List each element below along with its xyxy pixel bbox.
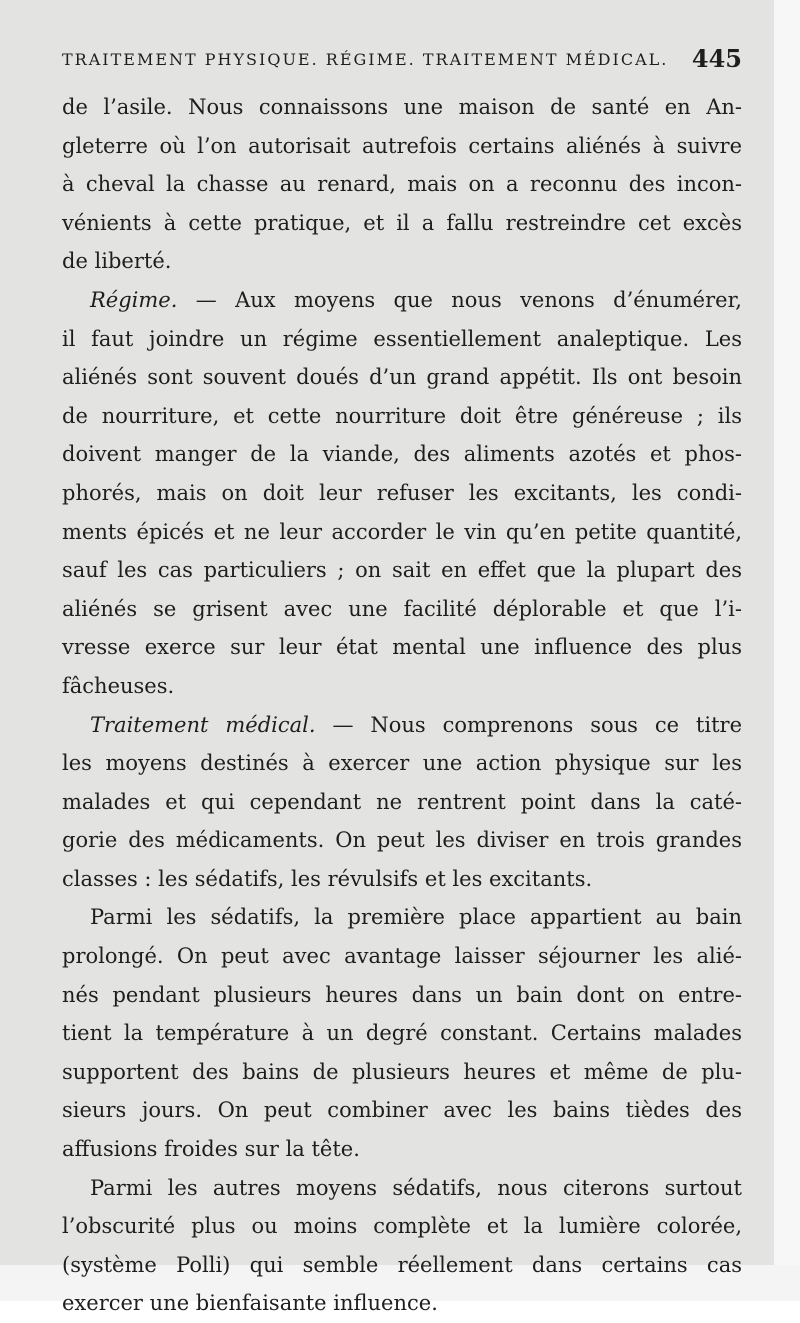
text-line: à cheval la chasse au renard, mais on a reconnu des incon-: [62, 172, 742, 197]
text-line: exercer une bienfaisante influence.: [62, 1291, 438, 1316]
text-line: supportent des bains de plusieurs heures et même de plu-: [62, 1059, 742, 1084]
text-run: — Nous comprenons sous ce titre: [315, 712, 742, 737]
text-line: gorie des médicaments. On peut les diviser en trois grandes: [62, 828, 742, 853]
text-line: ments épicés et ne leur accorder le vin qu’en petite quantité,: [62, 519, 742, 544]
text-line: prolongé. On peut avec avantage laisser séjourner les alié-: [62, 944, 742, 969]
text-line: nés pendant plusieurs heures dans un bain dont on entre-: [62, 982, 742, 1007]
text-line: sieurs jours. On peut combiner avec les bains tièdes des: [62, 1098, 742, 1123]
page-edge-right: [774, 0, 800, 1301]
text-line: classes : les sédatifs, les révulsifs et les excitants.: [62, 866, 593, 891]
page-header: [62, 44, 742, 74]
text-line: malades et qui cependant ne rentrent point dans la caté-: [62, 789, 742, 814]
text-line: il faut joindre un régime essentiellement analeptique. Les: [62, 326, 742, 351]
text-line: de l’asile. Nous connaissons une maison de santé en An-: [62, 95, 742, 119]
text-line: Parmi les sédatifs, la première place appartient au bain: [90, 905, 742, 930]
body-text: [62, 88, 742, 1323]
text-line: les moyens destinés à exercer une action physique sur les: [62, 751, 742, 776]
section-heading-traitement-medical: Traitement médical.: [90, 712, 316, 737]
page-number: 445: [691, 44, 742, 73]
text-line: Parmi les autres moyens sédatifs, nous citerons surtout: [90, 1175, 742, 1200]
text-line: vresse exerce sur leur état mental une influence des plus: [62, 635, 742, 660]
text-line: aliénés se grisent avec une facilité déplorable et que l’i-: [62, 596, 742, 621]
paragraph-sedatifs: [62, 898, 742, 1168]
text-line: tient la température à un degré constant. Certains malades: [62, 1021, 742, 1046]
paragraph-traitement-medical: [62, 706, 742, 899]
text-line: gleterre où l’on autorisait autrefois certains aliénés à suivre: [62, 133, 742, 158]
text-line: (système Polli) qui semble réellement dans certains cas: [62, 1252, 742, 1277]
text-run: — Aux moyens que nous venons d’énumérer,: [177, 287, 742, 312]
text-line: sauf les cas particuliers ; on sait en effet que la plupart des: [62, 558, 742, 583]
text-line: affusions froides sur la tête.: [62, 1137, 360, 1162]
text-line: [62, 281, 742, 320]
text-line: fâcheuses.: [62, 673, 175, 698]
paragraph-regime: [62, 281, 742, 706]
text-line: l’obscurité plus ou moins complète et la lumière colorée,: [62, 1214, 742, 1239]
paragraph-asile: [62, 88, 742, 281]
text-line: de nourriture, et cette nourriture doit être généreuse ; ils: [62, 403, 742, 428]
section-heading-regime: Régime.: [90, 287, 178, 312]
text-line: doivent manger de la viande, des aliments azotés et phos-: [62, 442, 742, 467]
text-line: aliénés sont souvent doués d’un grand appétit. Ils ont besoin: [62, 365, 742, 390]
running-head: TRAITEMENT PHYSIQUE. RÉGIME. TRAITEMENT MÉDICAL.: [62, 50, 669, 69]
text-line: vénients à cette pratique, et il a fallu restreindre cet excès: [62, 210, 742, 235]
text-line: phorés, mais on doit leur refuser les excitants, les condi-: [62, 480, 742, 505]
text-line: de liberté.: [62, 249, 172, 274]
text-line: [62, 706, 742, 745]
paragraph-autres-moyens: [62, 1169, 742, 1323]
